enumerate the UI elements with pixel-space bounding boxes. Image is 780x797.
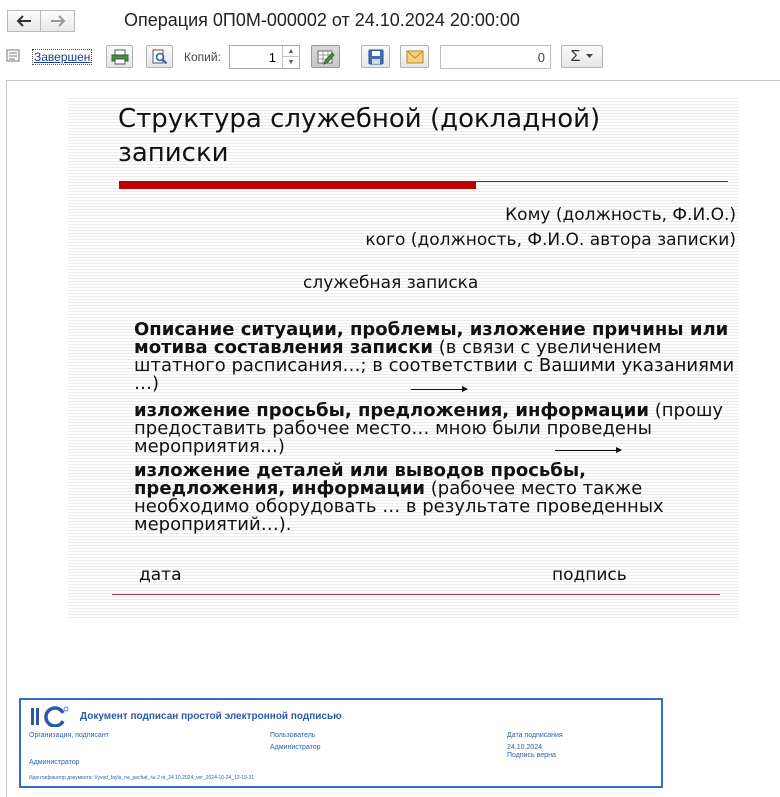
slide-bottom-line	[112, 594, 720, 595]
stamp-title: Документ подписан простой электронной подписью	[80, 711, 342, 722]
paragraph-details	[134, 462, 734, 534]
navigation-buttons	[7, 10, 75, 32]
1c-logo-icon	[30, 705, 70, 727]
forward-button[interactable]	[41, 10, 75, 32]
document-title: Структура служебной (докладной) записки	[118, 104, 601, 168]
document-status-icon	[6, 49, 22, 63]
paragraph-request-heading: изложение просьбы, предложения, информации	[134, 400, 649, 421]
send-email-button[interactable]	[400, 45, 429, 68]
paragraph-details-text: (рабочее место также необходимо оборудовать … в результате проведенных мероприятий…).	[134, 478, 664, 535]
chevron-down-icon	[586, 54, 593, 59]
copies-stepper[interactable]	[229, 45, 300, 69]
envelope-icon	[406, 50, 424, 64]
paragraph-situation-text: (в связи с увеличением штатного расписания…; в соответствии с Вашими указаниями …)	[134, 337, 735, 394]
recipient-line-2: кого (должность, Ф.И.О. автора записки)	[365, 230, 736, 250]
paragraph-details-heading: изложение деталей или выводов просьбы, предложения, информации	[134, 460, 586, 499]
back-button[interactable]	[7, 10, 41, 32]
paragraph-situation	[134, 321, 744, 393]
memo-label: служебная записка	[303, 273, 479, 293]
date-label: дата	[139, 565, 182, 585]
edit-mode-toggle[interactable]	[311, 45, 340, 68]
document-id: Идентификатор документа: Vyvod_fayla_na_pechat_№ 2 ot_24.10.2024_ver_2024-10-24_12-19-31	[29, 775, 255, 781]
copies-label: Копий:	[184, 50, 221, 64]
number-field[interactable]	[440, 45, 551, 69]
sum-menu-button[interactable]	[561, 45, 603, 68]
print-button[interactable]	[106, 45, 133, 68]
edit-table-icon	[317, 49, 335, 65]
user-label: Пользователь	[270, 732, 316, 739]
org-label: Организация, подписант	[29, 732, 109, 739]
arrow-left-icon	[16, 15, 32, 27]
sum-icon: Σ	[570, 47, 581, 65]
magnifier-icon	[152, 49, 168, 65]
logo-text: 1С	[30, 705, 32, 706]
recipient-line-1: Кому (должность, Ф.И.О.)	[505, 205, 736, 225]
copies-input[interactable]	[232, 48, 276, 66]
user-value: Администратор	[270, 744, 321, 751]
number-input[interactable]	[443, 49, 545, 66]
signature-stamp	[19, 698, 663, 788]
signature-label: подпись	[552, 565, 627, 585]
save-button[interactable]	[361, 45, 390, 68]
paragraph-request	[134, 402, 734, 456]
spin-down-button[interactable]: ▼	[282, 57, 299, 68]
sign-date-value: 24.10.2024	[507, 744, 543, 751]
arrow-1-icon	[411, 389, 467, 390]
printer-icon	[111, 49, 129, 65]
org-value: Администратор	[29, 759, 80, 766]
title-underline-thin	[476, 181, 728, 182]
sign-date-label: Дата подписания	[507, 732, 563, 739]
paragraph-situation-heading: Описание ситуации, проблемы, изложение причины или мотива составления записки	[134, 319, 729, 358]
paragraph-request-text: (прошу предоставить рабочее место… мною были проведены мероприятия…)	[134, 400, 724, 457]
status-link[interactable]: Завершен	[34, 50, 91, 64]
spin-up-button[interactable]: ▲	[282, 46, 299, 57]
floppy-disk-icon	[368, 49, 384, 65]
recipient-block	[365, 203, 736, 253]
arrow-2-icon	[555, 450, 621, 451]
preview-button[interactable]	[146, 45, 173, 68]
title-underline	[119, 181, 476, 189]
arrow-right-icon	[50, 15, 66, 27]
signature-status: Подпись верна	[507, 752, 556, 759]
window-title: Операция 0П0М-000002 от 24.10.2024 20:00:00	[124, 10, 520, 30]
